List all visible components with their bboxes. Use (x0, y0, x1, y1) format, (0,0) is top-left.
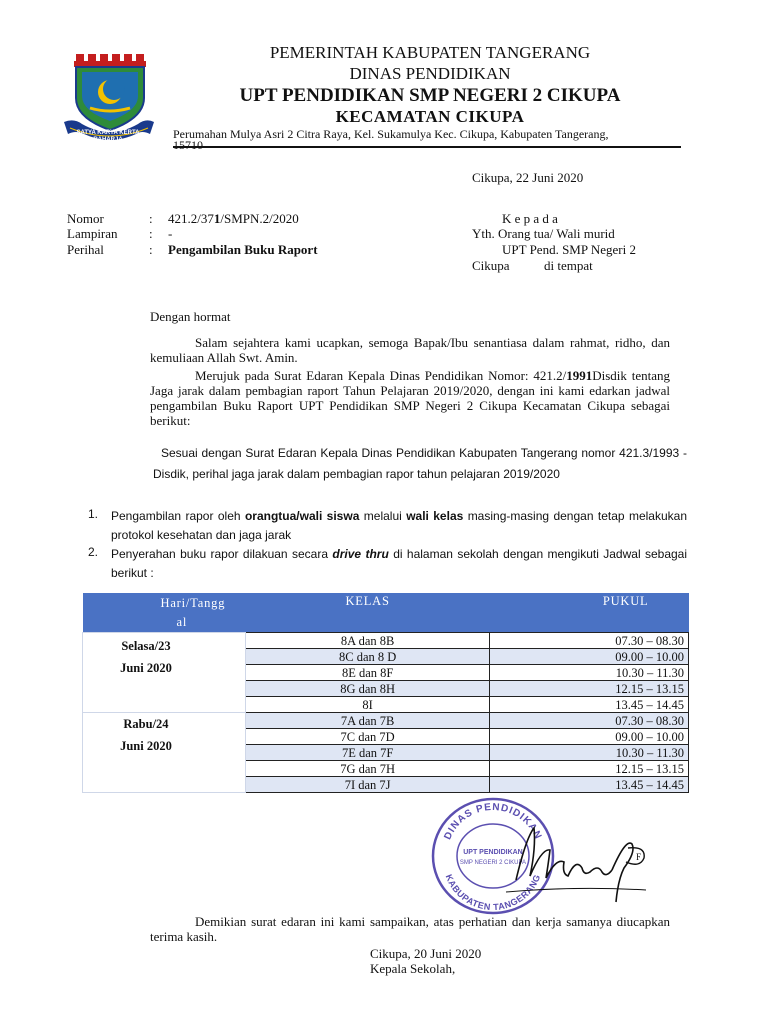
lampiran-colon: : (149, 226, 153, 241)
table-row (83, 633, 689, 649)
kelas-cell: 8I (245, 697, 489, 713)
kelas-cell: 8G dan 8H (245, 681, 489, 697)
logo-motto: SATYA KARYA KERTA RAHARJA (76, 130, 140, 143)
paragraph-2: Merujuk pada Surat Edaran Kepala Dinas Pendidikan Nomor: 421.2/1991Disdik tentang Jaga jarak dalam pembagian raport Tahun Pelajaran 2019/2020, dengan ini kami edarkan jadwal pengambilan Buku Raport UPT Pendidikan SMP Negeri 2 Cikupa Kecamatan Cikupa sebagai berikut: (150, 368, 670, 428)
kelas-cell: 7I dan 7J (245, 777, 489, 793)
schedule-table (82, 593, 689, 793)
header-divider (173, 146, 681, 148)
kelas-cell: 7G dan 7H (245, 761, 489, 777)
kelas-cell: 8A dan 8B (245, 633, 489, 649)
header-postal-code: 15710 (173, 138, 203, 152)
header-line-2: DINAS PENDIDIKAN (349, 64, 511, 83)
headmaster-signature (486, 818, 656, 908)
list-item-2: Penyerahan buku rapor dilakuan secara drive thru di halaman sekolah dengan mengikuti Jadwal sebagai berikut : (111, 547, 688, 580)
table-row (83, 713, 689, 729)
pukul-cell: 12.15 – 13.15 (490, 761, 689, 777)
closing-date: Cikupa, 20 Juni 2020 (370, 946, 482, 961)
header-hari-tanggal: Hari/Tangg al (83, 593, 246, 633)
pukul-cell: 10.30 – 11.30 (490, 665, 689, 681)
greeting: Dengan hormat (150, 309, 231, 324)
lampiran-label: Lampiran (67, 226, 118, 241)
table-header-row (83, 593, 689, 633)
kelas-cell: 7A dan 7B (245, 713, 489, 729)
stamp-top-text: DINAS PENDIDIKAN (442, 801, 544, 842)
stamp-center-line-2: SMP NEGERI 2 CIKUPA (459, 860, 527, 866)
kelas-cell: 8E dan 8F (245, 665, 489, 681)
perihal-colon: : (149, 242, 153, 257)
signer-position: Kepala Sekolah, (370, 961, 456, 976)
list-number-1: 1. (88, 507, 99, 521)
header-kecamatan: KECAMATAN CIKUPA (335, 107, 525, 126)
closing-paragraph: Demikian surat edaran ini kami sampaikan, atas perhatian dan kerja samanya diucapkan terima kasih. (150, 914, 670, 944)
perihal-label: Perihal (67, 242, 104, 257)
svg-text:F: F (636, 852, 642, 862)
header-kelas: KELAS (245, 593, 489, 633)
pukul-cell: 07.30 – 08.30 (490, 713, 689, 729)
kelas-cell: 7E dan 7F (245, 745, 489, 761)
nomor-label: Nomor (67, 211, 104, 226)
lampiran-value: - (168, 226, 173, 241)
recipient-city: Cikupa (472, 258, 510, 273)
header-school-name: UPT PENDIDIKAN SMP NEGERI 2 CIKUPA (239, 85, 621, 106)
recipient-kepada: K e p a d a (502, 211, 558, 226)
stamp-bottom-text: KABUPATEN TANGERANG (443, 872, 543, 913)
pukul-cell: 13.45 – 14.45 (490, 777, 689, 793)
pukul-cell: 13.45 – 14.45 (490, 697, 689, 713)
recipient-line-3: UPT Pend. SMP Negeri 2 (502, 242, 636, 257)
paragraph-3: Sesuai dengan Surat Edaran Kepala Dinas Pendidikan Kabupaten Tangerang nomor 421.3/1993 -Disdik, perihal jaga jarak dalam pembagian rapor tahun pelajaran 2019/2020 (153, 446, 687, 481)
pukul-cell: 09.00 – 10.00 (490, 649, 689, 665)
recipient-line-2: Yth. Orang tua/ Wali murid (472, 226, 615, 241)
pukul-cell: 07.30 – 08.30 (490, 633, 689, 649)
stamp-center-line-1: UPT PENDIDIKAN (463, 849, 523, 856)
letter-date: Cikupa, 22 Juni 2020 (472, 170, 584, 185)
nomor-colon: : (149, 211, 153, 226)
kelas-cell: 8C dan 8 D (245, 649, 489, 665)
header-pukul: PUKUL (490, 593, 689, 633)
paragraph-1: Salam sejahtera kami ucapkan, semoga Bapak/Ibu senantiasa dalam rahmat, ridho, dan kemuliaan Allah Swt. Amin. (150, 335, 670, 365)
perihal-value: Pengambilan Buku Raport (168, 242, 318, 257)
day-cell-rabu: Rabu/24 Juni 2020 (83, 713, 246, 793)
kelas-cell: 7C dan 7D (245, 729, 489, 745)
nomor-value: 421.2/371/SMPN.2/2020 (168, 211, 299, 226)
day-cell-selasa: Selasa/23 Juni 2020 (83, 633, 246, 713)
pukul-cell: 12.15 – 13.15 (490, 681, 689, 697)
header-line-1: PEMERINTAH KABUPATEN TANGERANG (269, 43, 591, 62)
recipient-location: di tempat (544, 258, 593, 273)
list-item-1: Pengambilan rapor oleh orangtua/wali siswa melalui wali kelas masing-masing dengan tetap melakukan protokol kesehatan dan jaga jarak (111, 509, 687, 542)
list-number-2: 2. (88, 545, 99, 559)
header-address: Perumahan Mulya Asri 2 Citra Raya, Kel. Sukamulya Kec. Cikupa, Kabupaten Tangerang, (173, 127, 609, 141)
pukul-cell: 09.00 – 10.00 (490, 729, 689, 745)
pukul-cell: 10.30 – 11.30 (490, 745, 689, 761)
